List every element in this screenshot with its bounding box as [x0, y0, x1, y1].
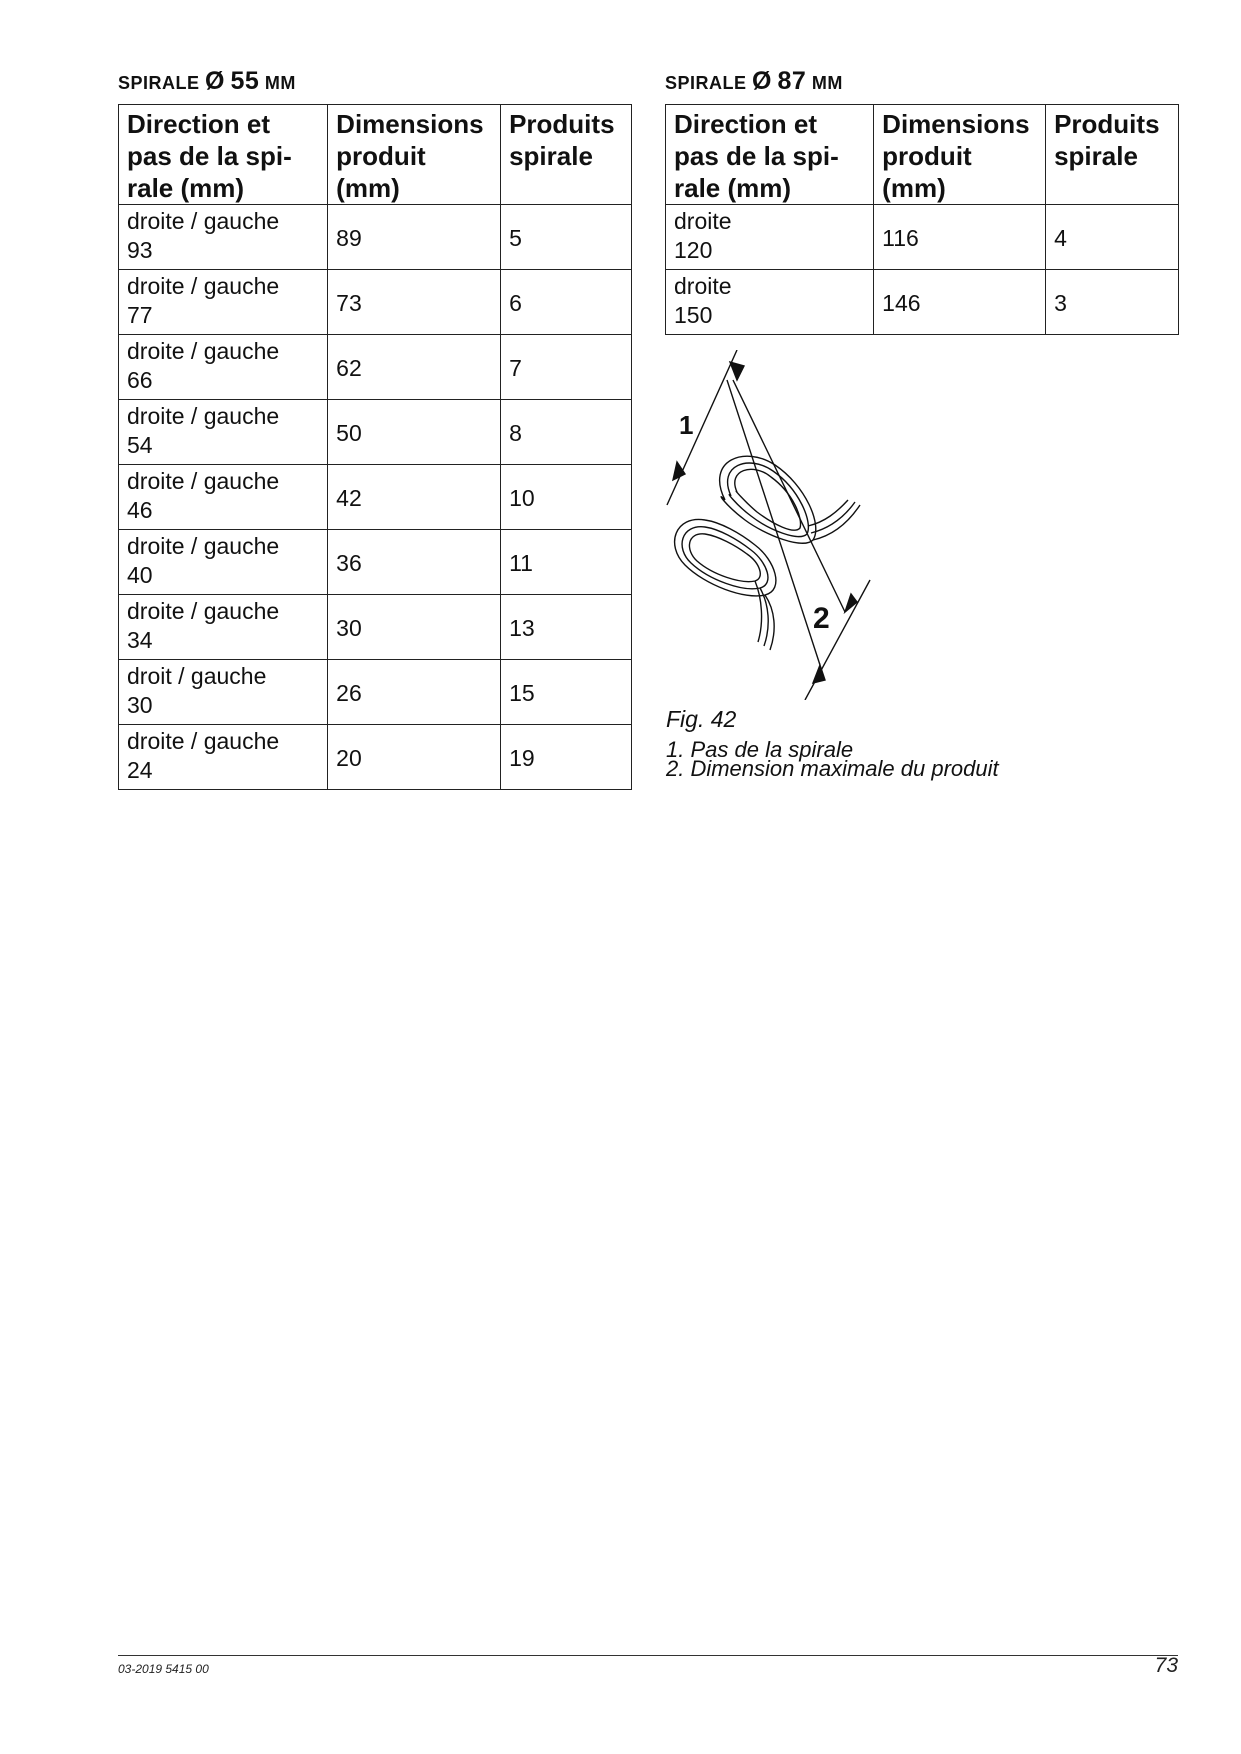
- dimension-arrow-top: [845, 594, 857, 612]
- cell-direction: [119, 530, 328, 595]
- header-line: (mm): [882, 173, 946, 203]
- cell-products: 8: [501, 400, 632, 465]
- table-header-row: [666, 105, 1179, 205]
- direction-text: droite / gauche: [127, 338, 280, 364]
- diameter-symbol: Ø: [205, 67, 225, 95]
- header-line: rale (mm): [674, 173, 792, 203]
- header-line: pas de la spi-: [674, 141, 839, 171]
- direction-text: droite / gauche: [127, 273, 280, 299]
- cell-direction: [119, 400, 328, 465]
- header-line: Produits: [1054, 109, 1160, 139]
- figure-legend: [666, 737, 999, 781]
- cell-direction: [119, 465, 328, 530]
- header-products: [501, 105, 632, 205]
- cell-dimension: 20: [328, 725, 501, 790]
- cell-direction: [119, 205, 328, 270]
- cell-dimension: 146: [874, 270, 1046, 335]
- header-line: spirale: [1054, 141, 1138, 171]
- header-line: Direction et: [674, 109, 818, 139]
- table-row: [119, 400, 632, 465]
- cell-dimension: 73: [328, 270, 501, 335]
- table-row: [119, 530, 632, 595]
- cell-direction: [666, 205, 874, 270]
- pitch-guide-line: [667, 350, 737, 505]
- cell-direction: [666, 270, 874, 335]
- cell-direction: [119, 725, 328, 790]
- cell-products: 6: [501, 270, 632, 335]
- cell-products: 10: [501, 465, 632, 530]
- pitch-value: 40: [127, 562, 153, 588]
- cell-dimension: 26: [328, 660, 501, 725]
- table-row: [119, 465, 632, 530]
- table-row: [119, 205, 632, 270]
- cell-dimension: 36: [328, 530, 501, 595]
- table-row: [119, 270, 632, 335]
- direction-text: droite / gauche: [127, 533, 280, 559]
- cell-products: 3: [1046, 270, 1179, 335]
- right-spec-table: [665, 104, 1179, 335]
- direction-text: droite / gauche: [127, 403, 280, 429]
- header-dimension: [874, 105, 1046, 205]
- pitch-value: 54: [127, 432, 153, 458]
- cell-dimension: 42: [328, 465, 501, 530]
- right-section-title: [665, 67, 843, 96]
- cell-products: 15: [501, 660, 632, 725]
- spiral-diagram: [665, 350, 885, 700]
- header-line: Produits: [509, 109, 615, 139]
- header-line: Dimensions: [336, 109, 484, 139]
- header-line: spirale: [509, 141, 593, 171]
- direction-text: droite / gauche: [127, 598, 280, 624]
- lower-coil: [675, 519, 776, 650]
- cell-dimension: 30: [328, 595, 501, 660]
- cell-direction: [119, 660, 328, 725]
- legend-item: 1. Pas de la spirale: [666, 737, 854, 762]
- title-value: 87: [777, 67, 807, 95]
- pitch-value: 150: [674, 302, 713, 328]
- pitch-value: 77: [127, 302, 153, 328]
- header-line: produit: [882, 141, 972, 171]
- cell-dimension: 116: [874, 205, 1046, 270]
- table-row: [119, 725, 632, 790]
- header-line: Dimensions: [882, 109, 1030, 139]
- header-products: [1046, 105, 1179, 205]
- left-spec-table: [118, 104, 632, 790]
- header-line: pas de la spi-: [127, 141, 292, 171]
- header-line: Direction et: [127, 109, 271, 139]
- cell-dimension: 89: [328, 205, 501, 270]
- title-prefix: SPIRALE: [665, 73, 747, 93]
- figure-caption: Fig. 42: [666, 706, 737, 732]
- direction-text: droit / gauche: [127, 663, 267, 689]
- cell-direction: [119, 335, 328, 400]
- table-row: [666, 270, 1179, 335]
- left-table-body: [119, 205, 632, 790]
- title-prefix: SPIRALE: [118, 73, 200, 93]
- callout-2: 2: [813, 602, 830, 635]
- cell-products: 7: [501, 335, 632, 400]
- table-header-row: [119, 105, 632, 205]
- header-dimension: [328, 105, 501, 205]
- pitch-arrow-bottom: [673, 462, 685, 480]
- table-row: [666, 205, 1179, 270]
- upper-coil: [720, 456, 860, 543]
- footer-divider: [118, 1655, 1178, 1656]
- header-line: (mm): [336, 173, 400, 203]
- pitch-arrow-top: [730, 362, 744, 380]
- direction-text: droite: [674, 208, 732, 234]
- header-line: rale (mm): [127, 173, 245, 203]
- pitch-value: 24: [127, 757, 153, 783]
- right-table-body: [666, 205, 1179, 335]
- direction-text: droite / gauche: [127, 208, 280, 234]
- cell-products: 19: [501, 725, 632, 790]
- header-direction: [666, 105, 874, 205]
- pitch-value: 34: [127, 627, 153, 653]
- table-row: [119, 660, 632, 725]
- pitch-value: 120: [674, 237, 713, 263]
- legend-item: 2. Dimension maximale du produit: [666, 756, 999, 781]
- title-unit: MM: [811, 73, 843, 93]
- title-unit: MM: [264, 73, 296, 93]
- title-value: 55: [230, 67, 260, 95]
- diameter-symbol: Ø: [752, 67, 772, 95]
- cell-direction: [119, 595, 328, 660]
- footer-doc-ref: 03-2019 5415 00: [118, 1662, 209, 1676]
- callout-1: 1: [679, 410, 694, 440]
- cell-dimension: 62: [328, 335, 501, 400]
- direction-text: droite / gauche: [127, 468, 280, 494]
- header-line: produit: [336, 141, 426, 171]
- table-row: [119, 335, 632, 400]
- pitch-value: 46: [127, 497, 153, 523]
- cell-products: 11: [501, 530, 632, 595]
- table-row: [119, 595, 632, 660]
- direction-text: droite / gauche: [127, 728, 280, 754]
- direction-text: droite: [674, 273, 732, 299]
- pitch-value: 30: [127, 692, 153, 718]
- page-number: 73: [1154, 1654, 1178, 1677]
- cell-direction: [119, 270, 328, 335]
- pitch-value: 66: [127, 367, 153, 393]
- cell-products: 5: [501, 205, 632, 270]
- cell-products: 4: [1046, 205, 1179, 270]
- left-section-title: [118, 67, 296, 96]
- cell-dimension: 50: [328, 400, 501, 465]
- header-direction: [119, 105, 328, 205]
- cell-products: 13: [501, 595, 632, 660]
- pitch-value: 93: [127, 237, 153, 263]
